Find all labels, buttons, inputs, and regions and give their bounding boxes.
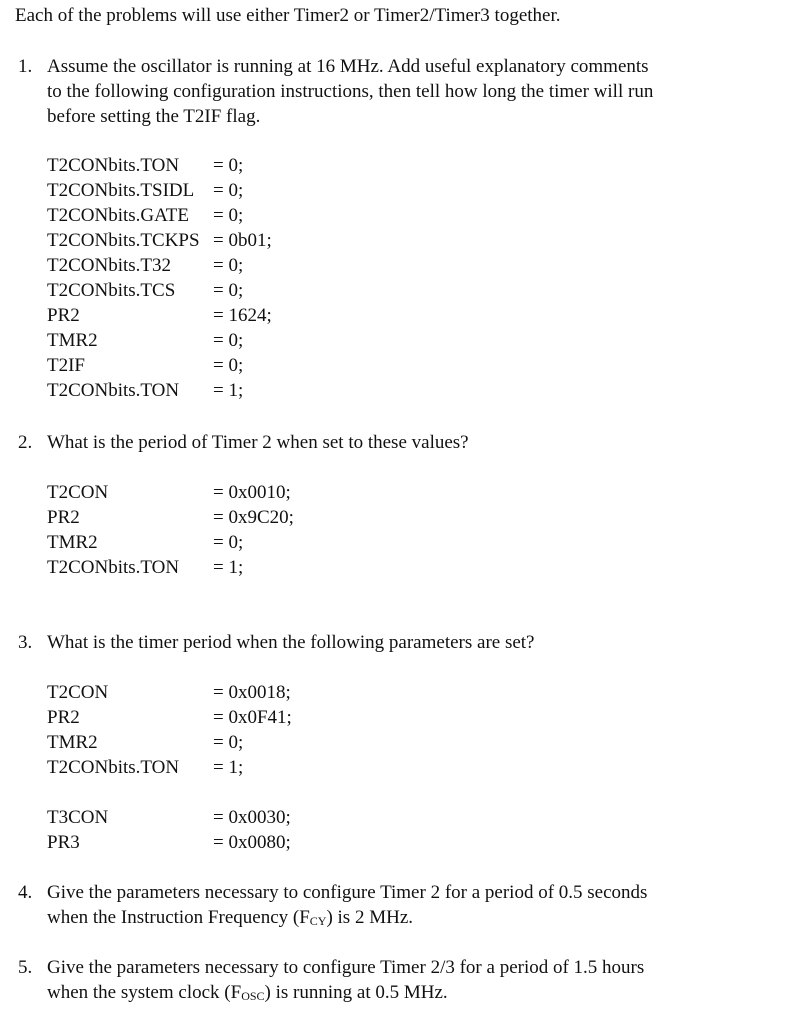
problem-number: 2. bbox=[18, 432, 33, 453]
code-register: T2CONbits.TON bbox=[47, 155, 180, 176]
code-value: = 1; bbox=[213, 557, 244, 578]
code-value: = 0; bbox=[213, 205, 244, 226]
code-value: = 0; bbox=[213, 280, 244, 301]
text-part: when the system clock (F bbox=[47, 982, 242, 1003]
code-register: T2CONbits.TON bbox=[47, 380, 180, 401]
subscript: CY bbox=[309, 914, 327, 928]
problem-text-line: What is the timer period when the following parameters are set? bbox=[47, 632, 535, 653]
code-value: = 0; bbox=[213, 330, 244, 351]
code-register: T2CONbits.TCS bbox=[47, 280, 176, 301]
problem-text-line: Give the parameters necessary to configure Timer 2/3 for a period of 1.5 hours bbox=[47, 957, 645, 978]
code-register: T2CON bbox=[47, 482, 109, 503]
problem-text-line bbox=[47, 980, 448, 1007]
code-value: = 0; bbox=[213, 255, 244, 276]
problem-text-line bbox=[47, 905, 413, 932]
code-register: PR2 bbox=[47, 305, 80, 326]
code-register: TMR2 bbox=[47, 532, 98, 553]
code-register: T2CONbits.TON bbox=[47, 757, 180, 778]
code-register: T2CONbits.TON bbox=[47, 557, 180, 578]
code-value: = 0; bbox=[213, 732, 244, 753]
code-register: T2IF bbox=[47, 355, 85, 376]
code-value: = 1; bbox=[213, 380, 244, 401]
text-part: ) is 2 MHz. bbox=[326, 907, 414, 928]
problem-number: 4. bbox=[18, 882, 33, 903]
intro-text: Each of the problems will use either Timer2 or Timer2/Timer3 together. bbox=[15, 5, 561, 26]
code-value: = 0x0F41; bbox=[213, 707, 292, 728]
problem-text-line: to the following configuration instructions, then tell how long the timer will run bbox=[47, 81, 654, 102]
code-register: T2CONbits.T32 bbox=[47, 255, 172, 276]
code-value: = 0; bbox=[213, 355, 244, 376]
code-value: = 1624; bbox=[213, 305, 272, 326]
code-value: = 0; bbox=[213, 155, 244, 176]
text-part: when the Instruction Frequency (F bbox=[47, 907, 310, 928]
code-value: = 0; bbox=[213, 180, 244, 201]
code-value: = 0x0010; bbox=[213, 482, 291, 503]
code-value: = 0x0030; bbox=[213, 807, 291, 828]
problem-text-line: What is the period of Timer 2 when set to these values? bbox=[47, 432, 469, 453]
text-part: ) is running at 0.5 MHz. bbox=[264, 982, 448, 1003]
code-value: = 0x0080; bbox=[213, 832, 291, 853]
code-value: = 0b01; bbox=[213, 230, 272, 251]
problem-text-line: before setting the T2IF flag. bbox=[47, 106, 261, 127]
code-register: T2CONbits.TSIDL bbox=[47, 180, 195, 201]
code-value: = 0x0018; bbox=[213, 682, 291, 703]
problem-number: 5. bbox=[18, 957, 33, 978]
subscript: OSC bbox=[241, 989, 265, 1003]
code-register: TMR2 bbox=[47, 732, 98, 753]
problem-number: 1. bbox=[18, 56, 33, 77]
code-register: PR2 bbox=[47, 507, 80, 528]
problem-number: 3. bbox=[18, 632, 33, 653]
code-register: T3CON bbox=[47, 807, 109, 828]
code-value: = 0x9C20; bbox=[213, 507, 294, 528]
code-register: PR3 bbox=[47, 832, 80, 853]
code-value: = 1; bbox=[213, 757, 244, 778]
code-register: T2CONbits.GATE bbox=[47, 205, 189, 226]
problem-text-line: Give the parameters necessary to configure Timer 2 for a period of 0.5 seconds bbox=[47, 882, 648, 903]
code-register: TMR2 bbox=[47, 330, 98, 351]
code-register: T2CONbits.TCKPS bbox=[47, 230, 200, 251]
problem-text-line: Assume the oscillator is running at 16 MHz. Add useful explanatory comments bbox=[47, 56, 649, 77]
code-register: PR2 bbox=[47, 707, 80, 728]
code-value: = 0; bbox=[213, 532, 244, 553]
code-register: T2CON bbox=[47, 682, 109, 703]
